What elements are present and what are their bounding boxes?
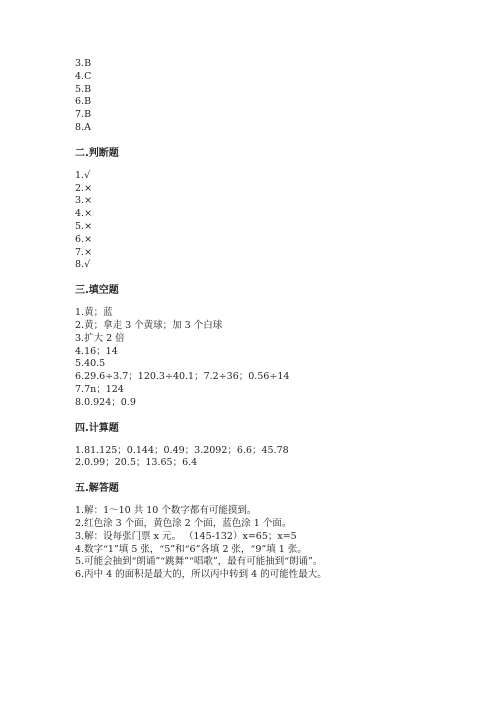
fill-answer: 8.0.924；0.9: [75, 396, 136, 408]
judge-answer: 2.×: [75, 182, 93, 194]
answer-sheet: [75, 58, 475, 582]
judge-answer: 5.×: [75, 220, 93, 232]
choice-answer: 8.A: [75, 121, 91, 133]
solve-answer: 3.解：设每张门票 x 元。 （145-132）x=65；x=5: [75, 530, 297, 542]
judge-answer: 7.×: [75, 246, 93, 258]
calc-answer: 1.81.125；0.144；0.49；3.2092；6.6；45.78: [75, 444, 289, 456]
fill-answer: 6.29.6÷3.7；120.3÷40.1；7.2÷36；0.56÷14: [75, 371, 290, 383]
solve-answer: 4.数字“1”填 5 张，“5”和“6”各填 2 张，“9”填 1 张。: [75, 543, 307, 555]
judge-section-title: 二.判断题: [75, 147, 119, 159]
calc-answer: 2.0.99；20.5；13.65；6.4: [75, 457, 198, 469]
solve-answer: 5.可能会抽到“朗诵”“跳舞”“唱歌”，最有可能抽到“朗诵”。: [75, 556, 323, 568]
judge-answer: 8.√: [75, 259, 91, 271]
judge-answer: 1.√: [75, 169, 91, 181]
choice-answer: 3.B: [75, 58, 92, 69]
fill-answer: 4.16；14: [75, 345, 118, 357]
fill-answer: 2.黄；拿走 3 个黄球；加 3 个白球: [75, 319, 223, 331]
choice-answer: 7.B: [75, 109, 92, 121]
solve-answer: 6.丙中 4 的面积是最大的，所以丙中转到 4 的可能性最大。: [75, 569, 327, 581]
calc-section-title: 四.计算题: [75, 422, 119, 434]
judge-answer: 4.×: [75, 208, 93, 220]
solve-section-title: 五.解答题: [75, 483, 119, 495]
solve-answer: 1.解：1～10 共 10 个数字都有可能摸到。: [75, 505, 257, 517]
judge-answer: 6.×: [75, 233, 93, 245]
solve-answers-list: [75, 505, 475, 582]
fill-section-title: 三.填空题: [75, 285, 119, 297]
choice-answer: 4.C: [75, 70, 92, 82]
fill-answers-list: [75, 307, 475, 409]
fill-answer: 1.黄；蓝: [75, 307, 113, 319]
choice-answers-list: [75, 58, 475, 135]
choice-answer: 5.B: [75, 83, 92, 95]
calc-answers-list: [75, 445, 475, 471]
judge-answers-list: [75, 170, 475, 272]
judge-answer: 3.×: [75, 195, 93, 207]
fill-answer: 5.40.5: [75, 358, 106, 370]
solve-answer: 2.红色涂 3 个面，黄色涂 2 个面，蓝色涂 1 个面。: [75, 517, 292, 529]
choice-answer: 6.B: [75, 96, 92, 108]
fill-answer: 7.7n；124: [75, 383, 124, 395]
fill-answer: 3.扩大 2 倍: [75, 332, 125, 344]
